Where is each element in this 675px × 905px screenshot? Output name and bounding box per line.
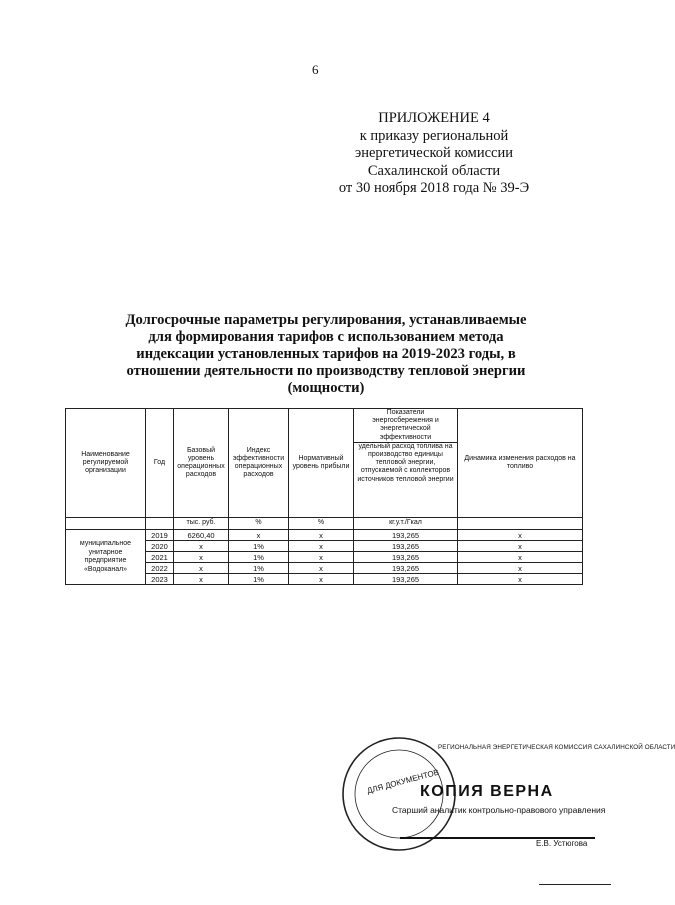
efficiency-index-cell: 1% bbox=[229, 552, 289, 563]
appendix-line: к приказу региональной bbox=[359, 127, 509, 144]
units-cell bbox=[146, 518, 174, 530]
units-cell bbox=[66, 518, 146, 530]
title-line: индексации установленных тарифов на 2019-2023 годы, в bbox=[136, 346, 516, 362]
header-efficiency-index: Индекс эффективности операционных расходов bbox=[229, 409, 289, 518]
dynamics-cell: х bbox=[458, 574, 583, 585]
org-name-cell: муниципальное унитарное предприятие «Водоканал» bbox=[66, 530, 146, 585]
fuel-consumption-cell: 193,265 bbox=[354, 552, 458, 563]
title-line: (мощности) bbox=[287, 380, 365, 396]
base-level-cell: х bbox=[174, 541, 229, 552]
header-fuel-consumption: удельный расход топлива на производство единицы тепловой энергии, отпускаемой с коллекторов источников тепловой энергии bbox=[354, 442, 458, 517]
header-normative-profit: Нормативный уровень прибыли bbox=[289, 409, 354, 518]
stamp-signatory: Е.В. Устюгова bbox=[536, 839, 588, 848]
fuel-consumption-cell: 193,265 bbox=[354, 541, 458, 552]
year-cell: 2019 bbox=[146, 530, 174, 541]
base-level-cell: х bbox=[174, 552, 229, 563]
footer-divider bbox=[539, 884, 611, 885]
efficiency-index-cell: 1% bbox=[229, 541, 289, 552]
normative-profit-cell: х bbox=[289, 574, 354, 585]
dynamics-cell: х bbox=[458, 541, 583, 552]
page-number: 6 bbox=[312, 62, 319, 77]
header-dynamics: Динамика изменения расходов на топливо bbox=[458, 409, 583, 518]
appendix-line: от 30 ноября 2018 года № 39-Э bbox=[338, 180, 530, 196]
normative-profit-cell: х bbox=[289, 541, 354, 552]
fuel-consumption-cell: 193,265 bbox=[354, 530, 458, 541]
year-cell: 2020 bbox=[146, 541, 174, 552]
year-cell: 2022 bbox=[146, 563, 174, 574]
title-line: для формирования тарифов с использованием метода bbox=[148, 329, 504, 345]
document-title bbox=[110, 312, 542, 397]
base-level-cell: х bbox=[174, 563, 229, 574]
appendix-line: энергетической комиссии bbox=[354, 145, 514, 161]
efficiency-index-cell: 1% bbox=[229, 563, 289, 574]
title-line: отношении деятельности по производству тепловой энергии bbox=[126, 363, 526, 379]
appendix-line: Сахалинской области bbox=[367, 162, 501, 179]
fuel-consumption-cell: 193,265 bbox=[354, 574, 458, 585]
header-year: Год bbox=[146, 409, 174, 518]
year-cell: 2023 bbox=[146, 574, 174, 585]
appendix-block bbox=[310, 110, 558, 198]
header-base-level: Базовый уровень операционных расходов bbox=[174, 409, 229, 518]
stamp-copy-label: КОПИЯ ВЕРНА bbox=[420, 783, 554, 800]
header-org: Наименование регулируемой организации bbox=[66, 409, 146, 518]
units-fuel-consumption: кг.у.т./Гкал bbox=[354, 518, 458, 530]
units-row bbox=[66, 518, 583, 530]
normative-profit-cell: х bbox=[289, 530, 354, 541]
parameters-table bbox=[65, 408, 583, 585]
table-row bbox=[66, 530, 583, 541]
dynamics-cell: х bbox=[458, 530, 583, 541]
appendix-title: ПРИЛОЖЕНИЕ 4 bbox=[378, 110, 490, 126]
title-line: Долгосрочные параметры регулирования, устанавливаемые bbox=[125, 312, 527, 328]
header-row bbox=[66, 409, 583, 443]
units-cell bbox=[458, 518, 583, 530]
normative-profit-cell: х bbox=[289, 552, 354, 563]
dynamics-cell: х bbox=[458, 552, 583, 563]
units-normative-profit: % bbox=[289, 518, 354, 530]
stamp-organization: РЕГИОНАЛЬНАЯ ЭНЕРГЕТИЧЕСКАЯ КОМИССИЯ САХАЛИНСКОЙ ОБЛАСТИ bbox=[438, 744, 675, 751]
header-energy-indicators: Показатели энергосбережения и энергетической эффективности bbox=[354, 409, 458, 443]
year-cell: 2021 bbox=[146, 552, 174, 563]
stamp-doc-label: ДЛЯ ДОКУМЕНТОВ bbox=[366, 767, 440, 796]
certification-stamp bbox=[340, 735, 675, 863]
base-level-cell: 6260,40 bbox=[174, 530, 229, 541]
fuel-consumption-cell: 193,265 bbox=[354, 563, 458, 574]
base-level-cell: х bbox=[174, 574, 229, 585]
units-base-level: тыс. руб. bbox=[174, 518, 229, 530]
stamp-position: Старший аналитик контрольно-правового управления bbox=[392, 805, 606, 815]
normative-profit-cell: х bbox=[289, 563, 354, 574]
dynamics-cell: х bbox=[458, 563, 583, 574]
units-efficiency-index: % bbox=[229, 518, 289, 530]
efficiency-index-cell: х bbox=[229, 530, 289, 541]
efficiency-index-cell: 1% bbox=[229, 574, 289, 585]
